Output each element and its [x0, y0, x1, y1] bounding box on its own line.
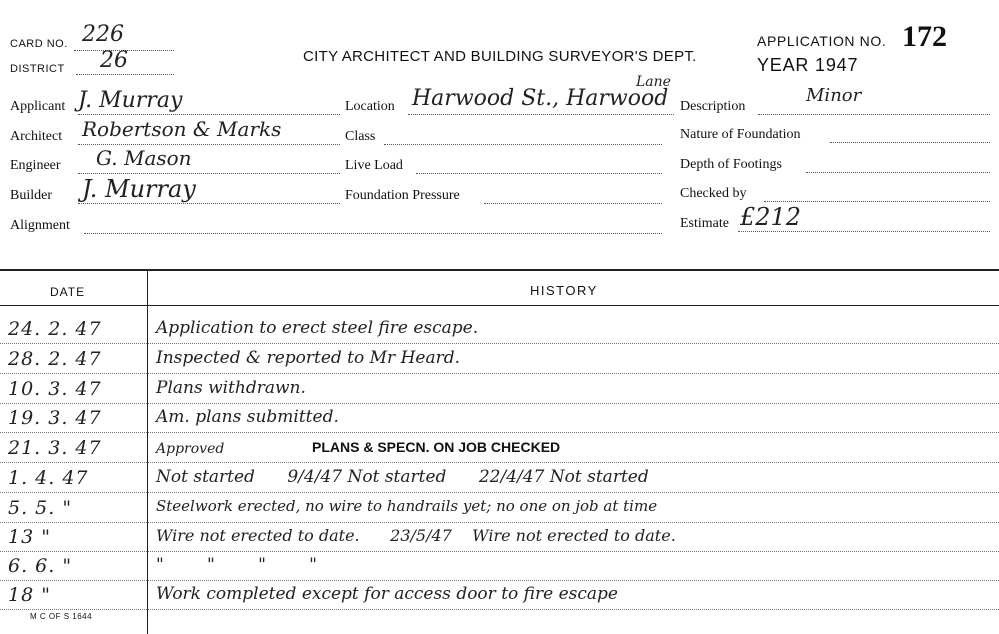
applicant-rule: [78, 114, 340, 115]
table-row: [0, 433, 999, 463]
year-label: YEAR 1947: [757, 55, 859, 75]
class-rule: [384, 144, 662, 145]
description-value: Minor: [806, 85, 862, 106]
description-rule: [758, 114, 990, 115]
application-label: APPLICATION NO.: [757, 33, 887, 49]
table-row: [0, 344, 999, 374]
district-value: 26: [100, 48, 128, 73]
location-value: Harwood St., Harwood: [412, 86, 669, 111]
history-date: 1. 4. 47: [8, 467, 89, 489]
date-column-header: DATE: [50, 285, 86, 299]
table-row: [0, 522, 999, 552]
history-date: 5. 5. ": [8, 497, 73, 519]
table-row: [0, 403, 999, 433]
architect-label: Architect: [10, 129, 63, 144]
location-label: Location: [345, 99, 395, 114]
depth-of-footings-rule: [806, 172, 990, 173]
history-date: 28. 2. 47: [8, 348, 102, 370]
table-row: [0, 580, 999, 610]
history-text: Approved: [156, 441, 225, 457]
checked-by-rule: [764, 201, 990, 202]
live-load-rule: [416, 173, 662, 174]
architect-rule: [78, 144, 340, 145]
applicant-value: J. Murray: [78, 88, 183, 113]
history-date: 19. 3. 47: [8, 407, 102, 429]
estimate-value: £212: [740, 203, 802, 231]
history-text: Wire not erected to date. 23/5/47 Wire not erected to date.: [156, 526, 676, 545]
description-label: Description: [680, 99, 746, 114]
alignment-label: Alignment: [10, 218, 70, 233]
table-row: [0, 551, 999, 581]
history-text: Am. plans submitted.: [156, 407, 339, 427]
foundation-pressure-rule: [484, 203, 662, 204]
estimate-rule: [738, 231, 990, 232]
district-label: DISTRICT: [10, 63, 65, 75]
history-text: Application to erect steel fire escape.: [156, 318, 479, 338]
nature-of-foundation-label: Nature of Foundation: [680, 127, 801, 142]
estimate-label: Estimate: [680, 216, 729, 231]
builder-label: Builder: [10, 188, 52, 203]
engineer-rule: [78, 173, 340, 174]
builder-rule: [78, 203, 340, 204]
history-text: Not started 9/4/47 Not started 22/4/47 Not started: [156, 467, 649, 487]
district-rule: [76, 74, 174, 75]
nature-of-foundation-rule: [830, 142, 990, 143]
history-date: 6. 6. ": [8, 555, 73, 577]
card-no-label: CARD NO.: [10, 38, 68, 50]
applicant-label: Applicant: [10, 99, 66, 114]
history-date: 13 ": [8, 526, 51, 548]
card-no-value: 226: [82, 22, 124, 47]
checked-by-label: Checked by: [680, 186, 747, 201]
history-date: 10. 3. 47: [8, 378, 102, 400]
engineer-value: G. Mason: [96, 146, 192, 170]
class-label: Class: [345, 129, 376, 144]
location-note: Lane: [636, 74, 671, 90]
history-column-header: HISTORY: [530, 283, 598, 298]
history-text: Work completed except for access door to fire escape: [156, 584, 618, 604]
form-code: M C OF S 1644: [30, 612, 93, 621]
application-number: 172: [902, 20, 947, 53]
builder-value: J. Murray: [82, 175, 196, 203]
row-rule: [0, 609, 999, 610]
table-row: [0, 314, 999, 344]
alignment-rule: [84, 233, 662, 234]
history-text: Plans withdrawn.: [156, 378, 306, 398]
history-date: 24. 2. 47: [8, 318, 102, 340]
live-load-label: Live Load: [345, 158, 403, 173]
table-header-rule: [0, 305, 999, 306]
depth-of-footings-label: Depth of Footings: [680, 157, 782, 172]
table-row: [0, 374, 999, 404]
history-date: 18 ": [8, 584, 51, 606]
architect-value: Robertson & Marks: [82, 117, 282, 141]
history-date: 21. 3. 47: [8, 437, 102, 459]
history-text: Inspected & reported to Mr Heard.: [156, 348, 461, 368]
dept-title: CITY ARCHITECT AND BUILDING SURVEYOR'S DEPT.: [303, 48, 697, 65]
table-top-rule: [0, 269, 999, 271]
location-rule: [408, 114, 674, 115]
approval-stamp: PLANS & SPECN. ON JOB CHECKED: [312, 439, 561, 455]
table-row: [0, 493, 999, 523]
history-text: Steelwork erected, no wire to handrails yet; no one on job at time: [156, 497, 658, 515]
history-text: " " " ": [156, 555, 317, 575]
table-row: [0, 463, 999, 493]
foundation-pressure-label: Foundation Pressure: [345, 188, 460, 203]
engineer-label: Engineer: [10, 158, 61, 173]
